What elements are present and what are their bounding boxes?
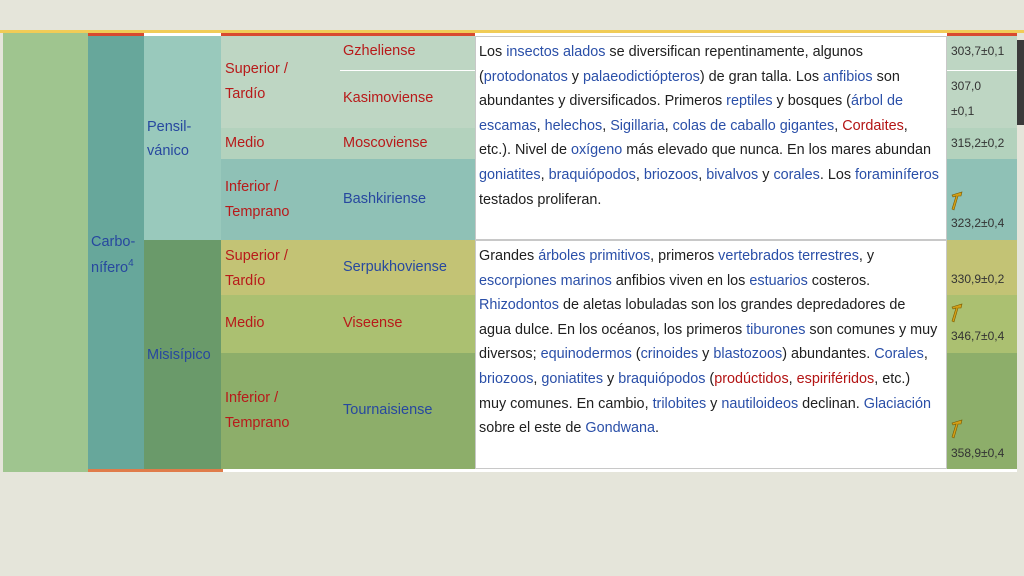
stage-kasimoviense[interactable]: Kasimoviense xyxy=(340,70,475,128)
age-serpukhoviense: 330,9±0,2 xyxy=(947,240,1017,295)
description-text xyxy=(479,44,939,208)
description-link[interactable]: árbol de escamas xyxy=(479,93,903,134)
description-fragment: , xyxy=(664,117,673,134)
age-moscoviense: 315,2±0,2 xyxy=(947,128,1017,159)
description-fragment: son comunes y muy diversos; xyxy=(479,321,938,363)
description-fragment: y xyxy=(758,166,774,183)
epoch-misi-superior[interactable]: Superior / Tardío xyxy=(221,240,340,295)
description-link[interactable]: estuarios xyxy=(749,272,808,289)
description-link[interactable]: Corales xyxy=(874,346,924,363)
epoch-pens-inferior[interactable]: Inferior / Temprano xyxy=(221,159,340,240)
description-link[interactable]: helechos xyxy=(544,117,603,134)
description-link[interactable]: tiburones xyxy=(746,321,806,338)
description-fragment: , xyxy=(788,370,797,387)
description-fragment: ( xyxy=(631,346,641,363)
stage-tournaisiense[interactable]: Tournaisiense xyxy=(340,353,475,469)
description-link[interactable]: vertebrados terrestres xyxy=(718,248,859,264)
description-link[interactable]: braquiópodos xyxy=(548,166,636,183)
description-fragment: Grandes xyxy=(479,248,539,264)
description-fragment: de aletas lobuladas son los grandes depredadores de agua dulce. En los océanos, los primeros xyxy=(479,297,906,338)
description-link[interactable]: anfibios xyxy=(823,68,873,85)
description-link[interactable]: árboles primitivos xyxy=(538,248,651,264)
description-fragment: costeros. xyxy=(807,272,871,289)
description-fragment: , etc.) muy comunes. En cambio, xyxy=(479,370,911,412)
description-fragment: se diversifican repentinamente, algunos ( xyxy=(479,44,863,85)
description-fragment: y bosques ( xyxy=(772,93,851,110)
epoch-pens-medio[interactable]: Medio xyxy=(221,128,340,159)
stage-viseense[interactable]: Viseense xyxy=(340,295,475,353)
age-bashkiriense: 323,2±0,4 xyxy=(947,159,1017,240)
description-link[interactable]: Rhizodontos xyxy=(479,297,559,314)
description-mississippian xyxy=(475,240,947,469)
golden-spike-icon[interactable] xyxy=(949,191,965,211)
golden-spike-icon[interactable] xyxy=(949,419,965,439)
description-link[interactable]: goniatites xyxy=(479,166,541,183)
description-link[interactable]: equinodermos xyxy=(540,346,632,363)
description-fragment: ) abundantes. xyxy=(782,346,875,363)
period-carbonifero[interactable] xyxy=(88,33,144,472)
description-fragment: y xyxy=(698,346,714,363)
description-link[interactable]: prodúctidos xyxy=(714,370,789,387)
geologic-table xyxy=(3,33,1017,472)
description-text xyxy=(479,248,937,436)
description-fragment: , y xyxy=(858,248,875,264)
stage-bashkiriense[interactable]: Bashkiriense xyxy=(340,159,475,240)
epoch-misi-medio[interactable]: Medio xyxy=(221,295,340,353)
subperiod-pensilvanico[interactable]: Pensil- vánico xyxy=(144,36,221,240)
stage-gzheliense[interactable]: Gzheliense xyxy=(340,36,475,70)
description-fragment: y xyxy=(603,370,619,387)
description-link[interactable]: foraminíferos xyxy=(855,166,940,183)
age-gzheliense: 303,7±0,1 xyxy=(947,36,1017,70)
description-fragment: , etc.). Nivel de xyxy=(479,117,908,159)
description-fragment: . xyxy=(655,420,660,437)
description-fragment: declinan. xyxy=(798,395,864,412)
description-link[interactable]: reptiles xyxy=(726,93,773,110)
description-fragment: , xyxy=(536,117,545,134)
description-fragment: sobre el este de xyxy=(479,420,586,437)
scrollbar[interactable] xyxy=(1017,40,1024,125)
description-link[interactable]: Sigillaria xyxy=(610,117,665,134)
description-link[interactable]: Cordaites xyxy=(842,117,904,134)
description-fragment: , xyxy=(923,346,928,363)
description-fragment: testados proliferan. xyxy=(479,191,602,208)
description-fragment: . Los xyxy=(819,166,856,183)
epoch-pens-superior[interactable]: Superior / Tardío xyxy=(221,36,340,128)
description-link[interactable]: Glaciación xyxy=(863,395,931,412)
stage-moscoviense[interactable]: Moscoviense xyxy=(340,128,475,159)
description-link[interactable]: trilobites xyxy=(652,395,707,412)
description-link[interactable]: blastozoos xyxy=(713,346,783,363)
description-fragment: y xyxy=(706,395,722,412)
description-fragment: anfibios viven en los xyxy=(611,272,750,289)
description-fragment: , xyxy=(540,166,549,183)
age-viseense: 346,7±0,4 xyxy=(947,295,1017,353)
description-link[interactable]: palaeodictiópteros xyxy=(583,68,700,85)
description-link[interactable]: Gondwana xyxy=(585,420,656,437)
description-fragment: , xyxy=(635,166,644,183)
period-label: Carbo- nífero xyxy=(91,234,136,276)
description-link[interactable]: crinoides xyxy=(640,346,699,363)
description-link[interactable]: oxígeno xyxy=(570,142,623,159)
description-link[interactable]: nautiloideos xyxy=(721,395,799,412)
description-link[interactable]: protodonatos xyxy=(483,68,568,85)
eon-column xyxy=(3,33,88,472)
description-fragment: ( xyxy=(705,370,715,387)
description-fragment: , xyxy=(533,370,542,387)
description-link[interactable]: escorpiones marinos xyxy=(479,272,612,289)
description-fragment: , primeros xyxy=(650,248,719,264)
description-link[interactable]: espiriféridos xyxy=(796,370,875,387)
description-link[interactable]: bivalvos xyxy=(706,166,759,183)
description-fragment: , xyxy=(834,117,843,134)
period-footnote[interactable]: 4 xyxy=(128,258,134,269)
description-pennsylvanian xyxy=(475,36,947,240)
description-fragment: ) de gran talla. Los xyxy=(699,68,824,85)
description-link[interactable]: colas de caballo gigantes xyxy=(672,117,835,134)
stage-serpukhoviense[interactable]: Serpukhoviense xyxy=(340,240,475,295)
description-fragment: y xyxy=(567,68,584,85)
description-link[interactable]: insectos alados xyxy=(506,44,606,60)
description-link[interactable]: briozoos xyxy=(643,166,699,183)
description-link[interactable]: corales xyxy=(773,166,820,183)
description-fragment: Los xyxy=(479,44,507,60)
bottom-border xyxy=(88,469,223,472)
description-fragment: , xyxy=(698,166,707,183)
description-link[interactable]: briozoos xyxy=(479,370,534,387)
age-tournaisiense: 358,9±0,4 xyxy=(947,353,1017,469)
epoch-misi-inferior[interactable]: Inferior / Temprano xyxy=(221,353,340,469)
description-fragment: , xyxy=(602,117,611,134)
golden-spike-icon[interactable] xyxy=(949,303,965,323)
description-fragment: son abundantes y diversificados. Primeros xyxy=(479,68,900,110)
description-link[interactable]: goniatites xyxy=(541,370,604,387)
description-link[interactable]: braquiópodos xyxy=(618,370,706,387)
subperiod-misisipico[interactable]: Misisípico xyxy=(144,240,221,469)
age-kasimoviense: 307,0 ±0,1 xyxy=(947,70,1017,128)
description-fragment: más elevado que nunca. En los mares abundan xyxy=(622,142,932,159)
